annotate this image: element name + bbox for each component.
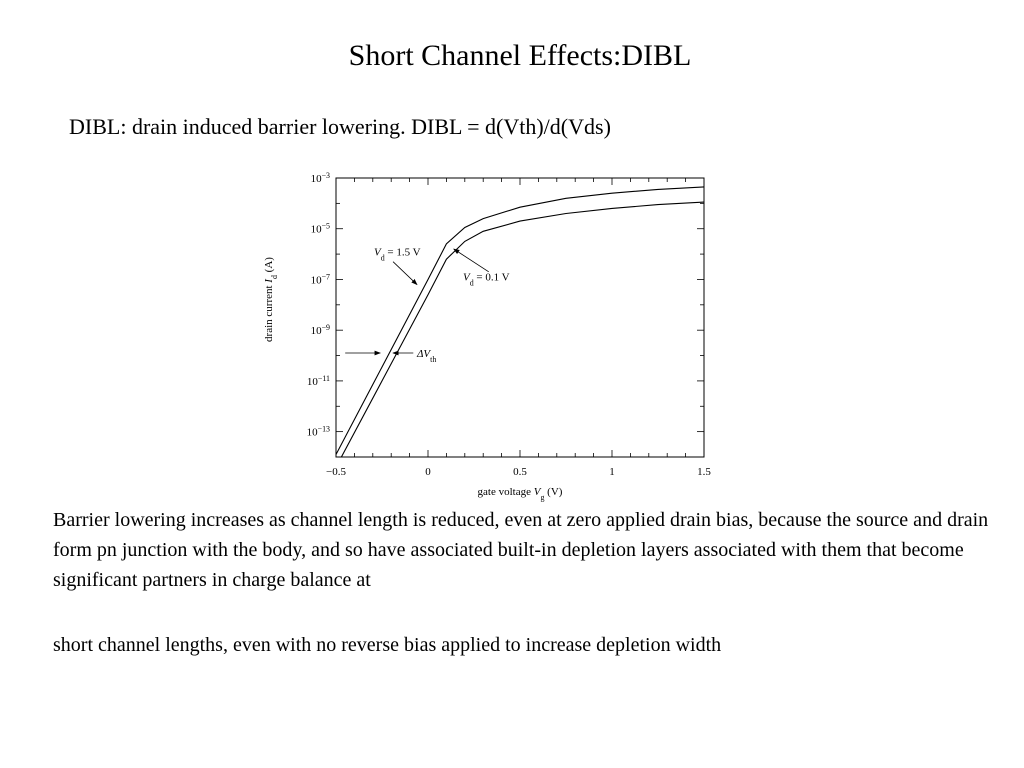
delta-vth-label: $\Delta V_{th}$ [416, 348, 437, 364]
series-1-leader-arrow [393, 262, 417, 285]
series-2-leader-arrow [454, 249, 489, 272]
slide-title: Short Channel Effects:DIBL [348, 39, 692, 72]
plot-area-frame [336, 178, 704, 457]
x-tick-label: 1 [609, 466, 615, 478]
y-axis-label: drain current $I_d$ (A) [263, 257, 279, 342]
series-line-2 [336, 202, 704, 467]
y-tick-label: $10^{-9}$ [310, 322, 330, 338]
explanation-paragraph-1: Barrier lowering increases as channel length is reduced, even at zero applied drain bias, because the source and drain form pn junction with the body, and so have associated built-in depletion layers associated with them that become significant partners in charge balance at [53, 509, 989, 591]
y-tick-label: $10^{-5}$ [310, 221, 330, 236]
explanation-paragraph-2: short channel lengths, even with no reverse bias applied to increase depletion width [53, 634, 722, 656]
series-line-1 [336, 187, 704, 455]
y-tick-label: $10^{-7}$ [310, 271, 330, 287]
x-axis-label: gate voltage $V_g$ (V) [477, 486, 563, 502]
x-tick-label: 0 [425, 466, 431, 478]
y-tick-label: $10^{-13}$ [306, 424, 330, 439]
dibl-definition: DIBL: drain induced barrier lowering. DIBL = d(Vth)/d(Vds) [69, 114, 611, 139]
x-tick-label: 0.5 [513, 466, 527, 478]
y-tick-label: $10^{-3}$ [310, 170, 330, 185]
series-1-label: $V_d = 1.5$ V [373, 246, 421, 262]
y-tick-label: $10^{-11}$ [306, 373, 330, 388]
x-tick-label: 1.5 [697, 466, 711, 478]
x-tick-label: −0.5 [326, 466, 346, 478]
series-2-label: $V_d = 0.1$ V [462, 271, 510, 288]
dibl-chart [258, 160, 728, 505]
